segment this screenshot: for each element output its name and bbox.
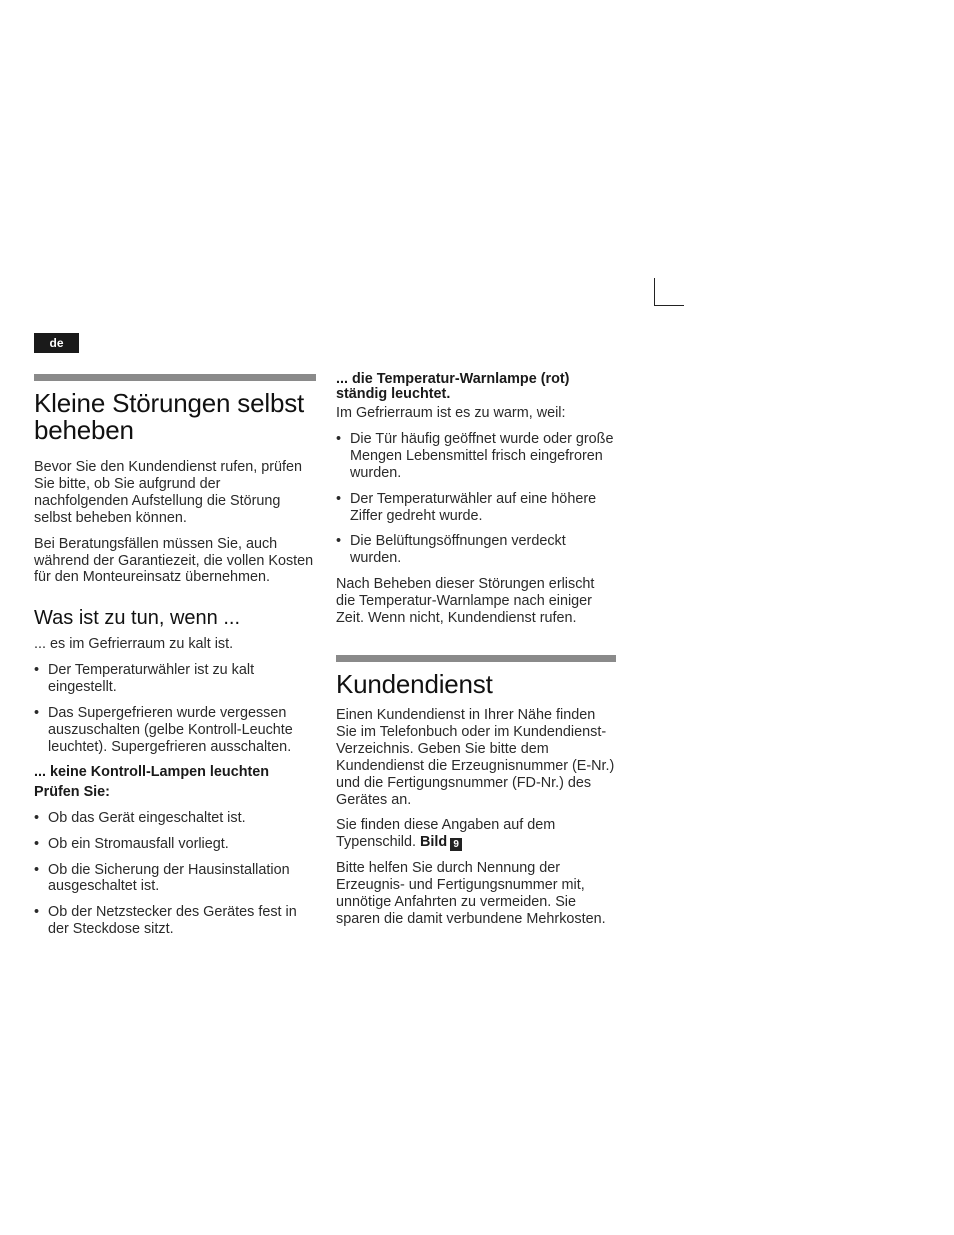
case-heading: ... keine Kontroll-Lampen leuchten [34,763,270,780]
service-paragraph: Einen Kundendienst in Ihrer Nähe finden Sie im Telefonbuch oder im Kundendienst-Verzeichnis. Geben Sie bitte dem Kundendienst die Erzeugnisnummer (E-Nr.) und die Fertigungsnummer (FD-Nr.) des Gerätes an. [336,706,615,808]
right-column [336,372,616,937]
figure-number-badge: 9 [450,838,462,851]
service-paragraph [336,817,616,851]
list-item: • Die Belüftungsöffnungen verdeckt wurden. [336,533,616,567]
crop-mark-horizontal [654,305,684,306]
crop-mark-vertical [654,278,655,306]
bullet-list [34,810,316,938]
list-item: • Das Supergefrieren wurde vergessen auszuschalten (gelbe Kontroll-Leuchte leuchtet). Supergefrieren ausschalten. [34,705,316,756]
section-rule [336,655,616,662]
bullet-list [336,431,616,567]
list-item: • Die Tür häufig geöffnet wurde oder große Mengen Lebensmittel frisch eingefroren wurden. [336,431,616,482]
list-item: • Ob der Netzstecker des Gerätes fest in der Steckdose sitzt. [34,904,316,938]
service-paragraph-text: Sie finden diese Angaben auf dem Typenschild. [336,817,556,851]
list-item: • Ob die Sicherung der Hausinstallation ausgeschaltet ist. [34,862,316,896]
check-label: Prüfen Sie: [34,783,110,800]
subsection-title: Was ist zu tun, wenn ... [34,607,241,630]
case-heading: ... die Temperatur-Warnlampe (rot) ständig leuchtet. [336,371,570,402]
case-text: Im Gefrierraum ist es zu warm, weil: [336,405,566,421]
language-badge: de [34,333,79,353]
case-after-text: Nach Beheben dieser Störungen erlischt die Temperatur-Warnlampe nach einiger Zeit. Wenn nicht, Kundendienst rufen. [336,576,595,627]
left-column [34,374,316,947]
list-item: • Der Temperaturwähler auf eine höhere Ziffer gedreht wurde. [336,491,616,525]
section-rule [34,374,316,381]
service-paragraph: Bitte helfen Sie durch Nennung der Erzeugnis- und Fertigungsnummer mit, unnötige Anfahrten zu vermeiden. Sie sparen die damit verbundene Mehrkosten. [336,860,606,928]
figure-reference: Bild [420,834,448,851]
list-item: • Der Temperaturwähler ist zu kalt eingestellt. [34,662,316,696]
section-title: Kundendienst [336,668,493,699]
case-text: ... es im Gefrierraum zu kalt ist. [34,636,234,653]
bullet-list [34,662,316,756]
intro-paragraph: Bei Beratungsfällen müssen Sie, auch während der Garantiezeit, die vollen Kosten für den Monteureinsatz übernehmen. [34,535,314,586]
list-item: • Ob ein Stromausfall vorliegt. [34,836,316,853]
section-title: Kleine Störungen selbst beheben [34,388,305,445]
intro-paragraph: Bevor Sie den Kundendienst rufen, prüfen Sie bitte, ob Sie aufgrund der nachfolgenden Aufstellung die Störung selbst beheben können. [34,459,303,526]
list-item: • Ob das Gerät eingeschaltet ist. [34,810,316,827]
